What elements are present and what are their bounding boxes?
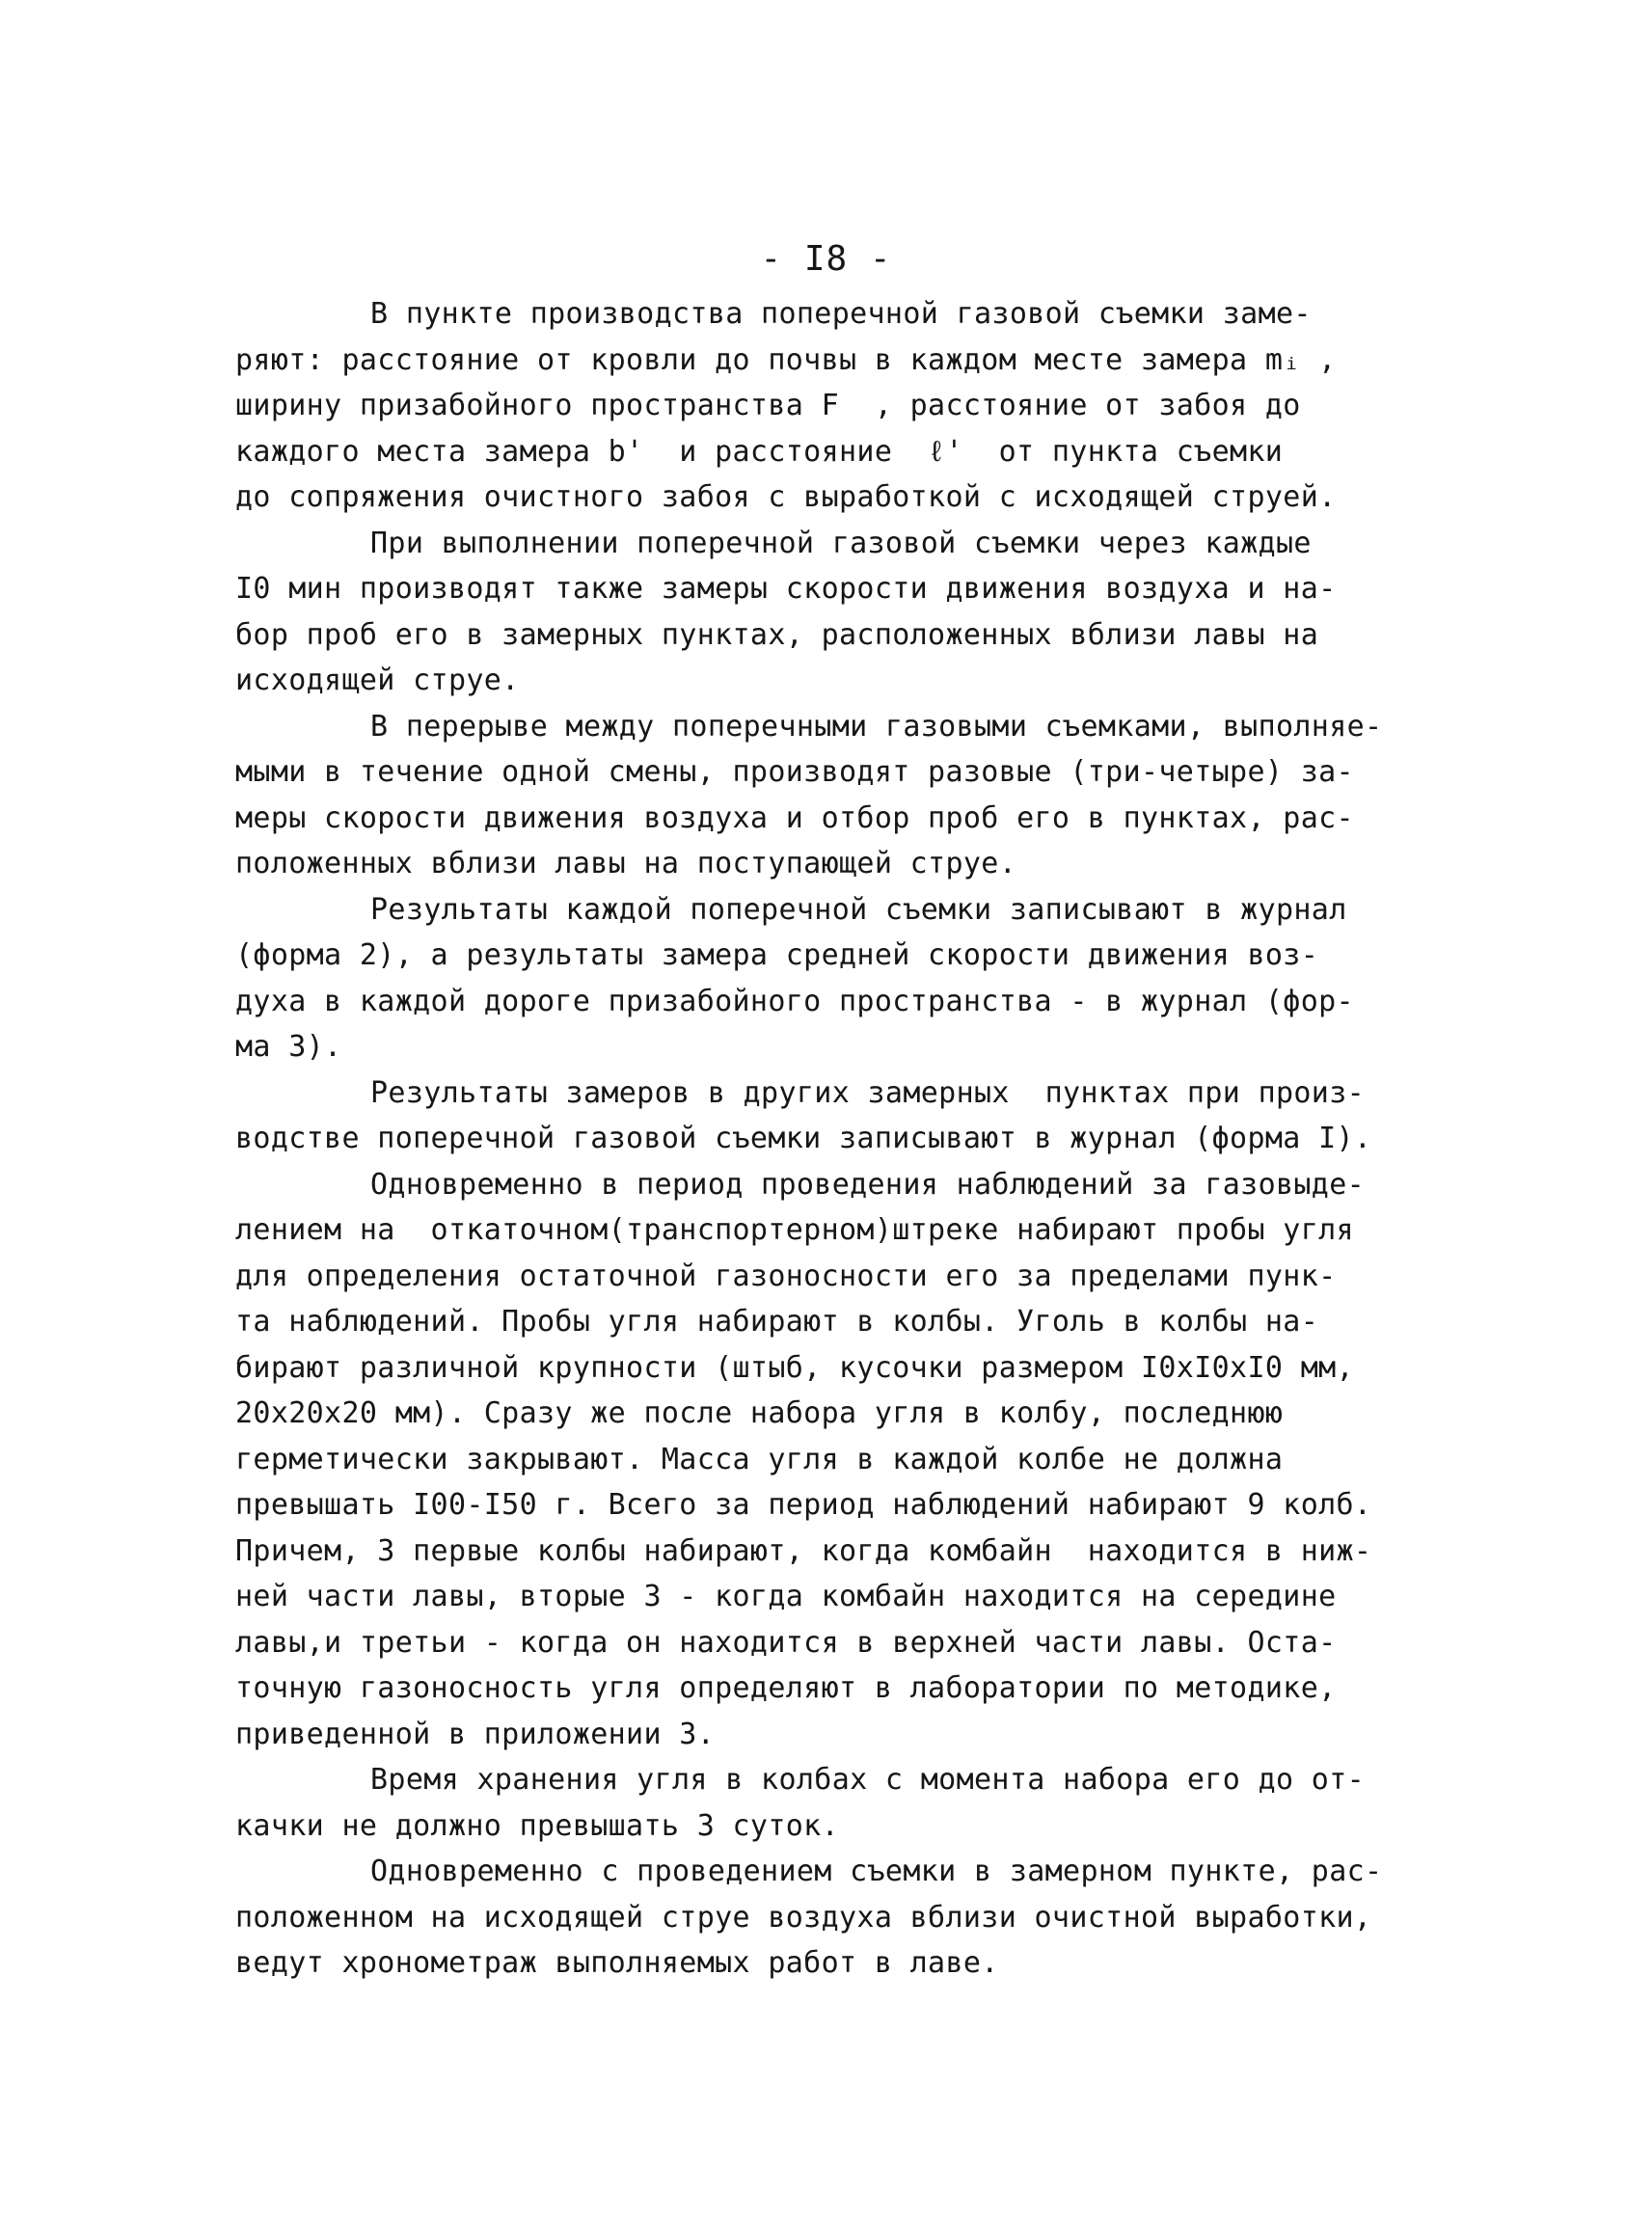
text-line: духа в каждой дороге призабойного пространства - в журнал (фор- — [235, 984, 1354, 1018]
text-line: положенном на исходящей струе воздуха вблизи очистной выработки, — [235, 1900, 1372, 1935]
text-line: бирают различной крупности (штыб, кусочки размером I0xI0xI0 мм, — [235, 1350, 1354, 1385]
paragraph-6 — [235, 1162, 1431, 1758]
paragraph-3 — [235, 704, 1431, 887]
text-line: ширину призабойного пространства F , расстояние от забоя до — [235, 389, 1301, 422]
text-line: та наблюдений. Пробы угля набирают в колбы. Уголь в колбы на- — [235, 1305, 1319, 1339]
text-line: Результаты каждой поперечной съемки записывают в журнал — [370, 892, 1347, 927]
text-line: превышать I00-I50 г. Всего за период наблюдений набирают 9 колб. — [235, 1488, 1372, 1522]
text-line: Результаты замеров в других замерных пунктах при произ- — [370, 1075, 1366, 1110]
text-line: Одновременно с проведением съемки в замерном пункте, рас- — [370, 1855, 1383, 1888]
text-line: I0 мин производят также замеры скорости движения воздуха и на- — [235, 572, 1337, 606]
text-line: (форма 2), а результаты замера средней скорости движения воз- — [235, 938, 1319, 972]
text-line: исходящей струе. — [235, 663, 520, 697]
text-line: В пункте производства поперечной газовой съемки заме- — [370, 297, 1312, 331]
text-line: ведут хронометраж выполняемых работ в лаве. — [235, 1946, 999, 1980]
text-line: для определения остаточной газоносности его за пределами пунк- — [235, 1259, 1337, 1293]
text-line: 20x20x20 мм). Сразу же после набора угля в колбу, последнюю — [235, 1396, 1284, 1430]
text-line: положенных вблизи лавы на поступающей струе. — [235, 847, 1017, 880]
text-line: ряют: расстояние от кровли до почвы в каждом месте замера mᵢ , — [235, 342, 1337, 377]
text-line: водстве поперечной газовой съемки записывают в журнал (форма I). — [235, 1122, 1372, 1155]
page-number: - I8 - — [760, 239, 892, 279]
paragraph-4 — [235, 887, 1431, 1070]
text-line: меры скорости движения воздуха и отбор проб его в пунктах, рас- — [235, 800, 1354, 835]
text-line: герметически закрывают. Масса угля в каждой колбе не должна — [235, 1442, 1284, 1476]
text-line: При выполнении поперечной газовой съемки через каждые — [370, 526, 1312, 560]
paragraph-1 — [235, 291, 1431, 521]
text-line: мыми в течение одной смены, производят разовые (три-четыре) за- — [235, 755, 1354, 789]
text-line: ней части лавы, вторые 3 - когда комбайн находится на середине — [235, 1580, 1337, 1613]
text-line: качки не должно превышать 3 суток. — [235, 1808, 839, 1843]
text-line: каждого места замера b' и расстояние ℓ' от пункта съемки — [235, 434, 1284, 469]
paragraph-7 — [235, 1757, 1431, 1849]
text-line: Причем, 3 первые колбы набирают, когда комбайн находится в ниж- — [235, 1533, 1372, 1568]
text-line: В перерыве между поперечными газовыми съемками, выполняе- — [370, 709, 1383, 744]
paragraph-5 — [235, 1070, 1431, 1162]
paragraph-2 — [235, 521, 1431, 704]
paragraph-8 — [235, 1849, 1431, 1987]
text-line: ма 3). — [235, 1030, 342, 1064]
text-line: до сопряжения очистного забоя с выработкой с исходящей струей. — [235, 480, 1337, 514]
text-line: бор проб его в замерных пунктах, расположенных вблизи лавы на — [235, 617, 1319, 652]
text-line: Время хранения угля в колбах с момента набора его до от- — [370, 1763, 1366, 1797]
text-line: точную газоносность угля определяют в лаборатории по методике, — [235, 1671, 1337, 1705]
text-line: лением на откаточном(транспортерном)штреке набирают пробы угля — [235, 1213, 1354, 1247]
body-text — [235, 291, 1431, 1987]
text-line: Одновременно в период проведения наблюдений за газовыде- — [370, 1167, 1366, 1202]
text-line: лавы,и третьи - когда он находится в верхней части лавы. Оста- — [235, 1625, 1337, 1660]
text-line: приведенной в приложении 3. — [235, 1717, 716, 1751]
